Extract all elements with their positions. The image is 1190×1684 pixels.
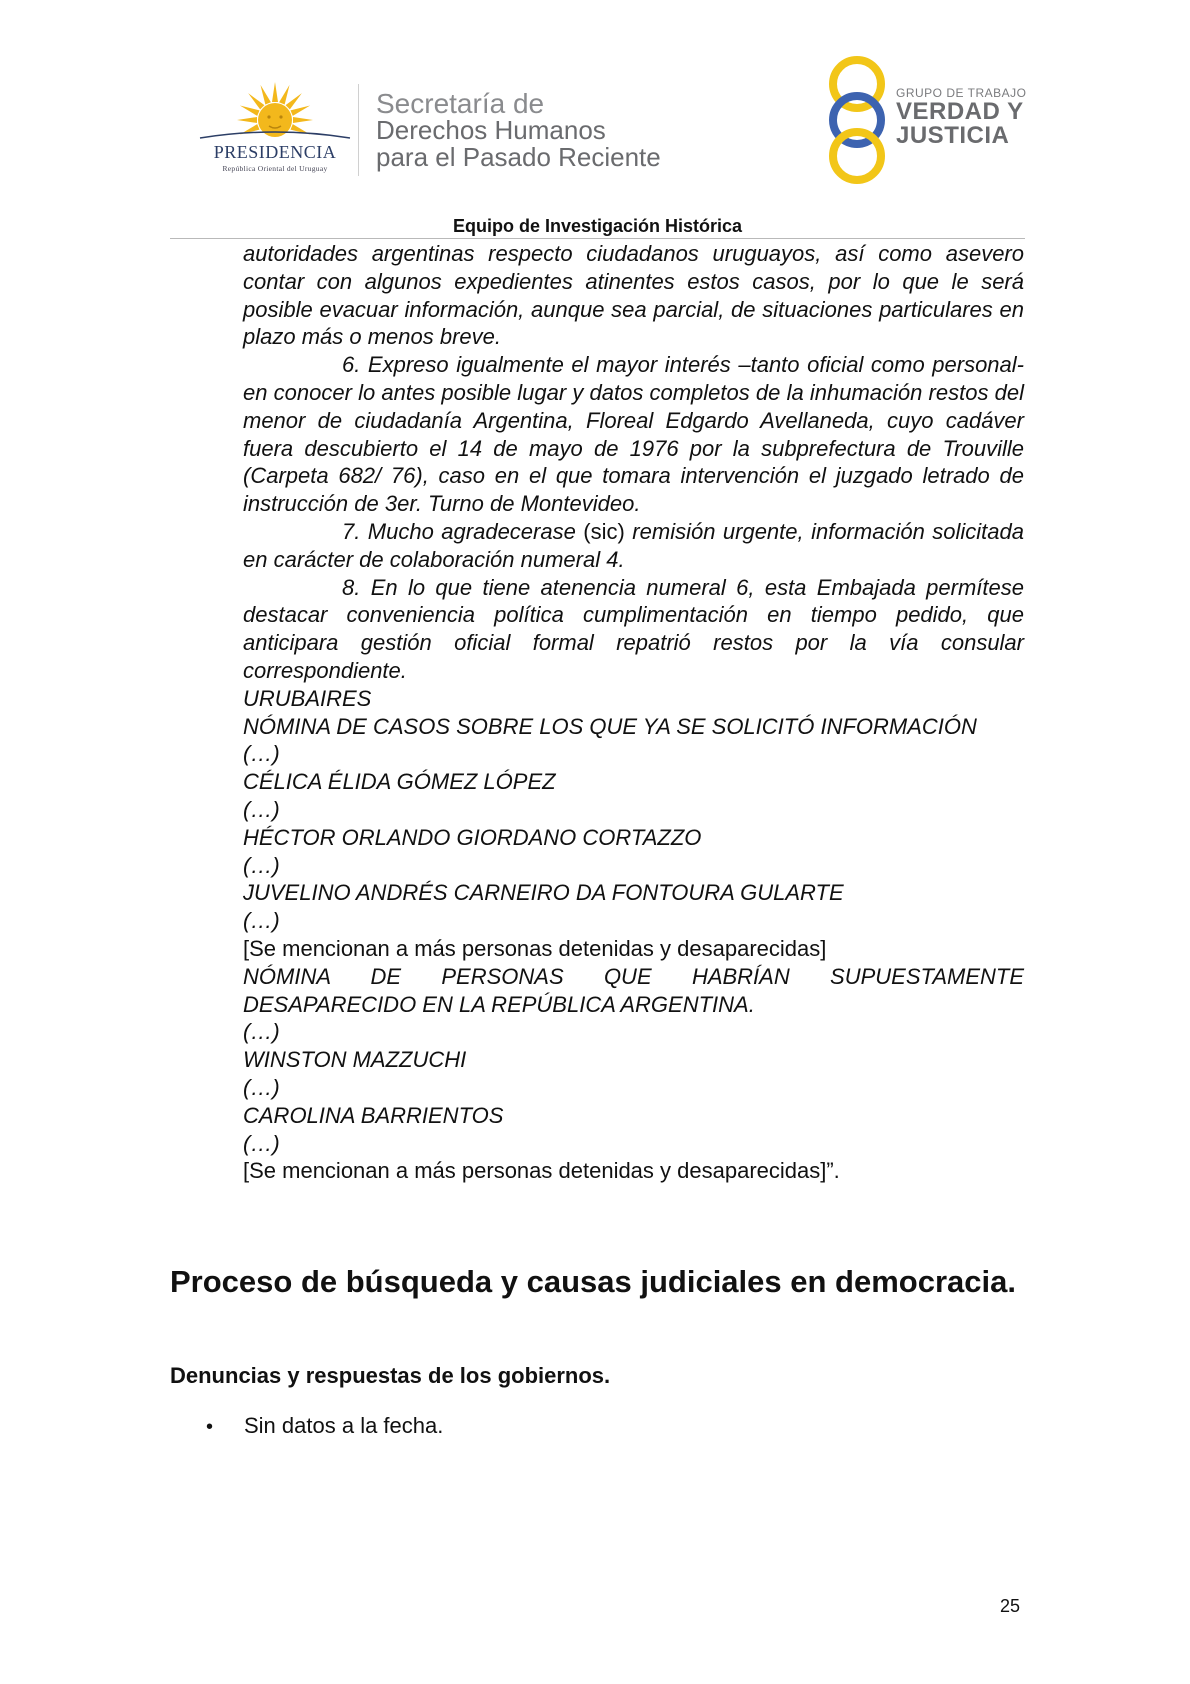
name-carolina: CAROLINA BARRIENTOS — [243, 1102, 504, 1128]
bullet-text: Sin datos a la fecha. — [244, 1413, 444, 1438]
presidencia-subtitle: República Oriental del Uruguay — [222, 164, 328, 173]
editorial-note-2: [Se mencionan a más personas detenidas y desaparecidas]”. — [243, 1158, 840, 1184]
rings-icon — [822, 54, 892, 186]
ellipsis: (…) — [243, 852, 280, 878]
presidencia-logo — [196, 80, 354, 180]
ellipsis: (…) — [243, 796, 280, 822]
page-header — [0, 0, 1190, 240]
paragraph-7 — [243, 518, 1024, 574]
page-number: 25 — [1000, 1596, 1021, 1616]
signature-urubaires: URUBAIRES — [243, 685, 372, 711]
name-celica: CÉLICA ÉLIDA GÓMEZ LÓPEZ — [243, 769, 556, 795]
secretaria-line-1: Secretaría de — [376, 88, 545, 119]
paragraph-6: 6. Expreso igualmente el mayor interés –tanto oficial como personal- en conocer lo antes posible lugar y datos completos de la inhumación restos del menor de ciudadanía Argentina, Floreal Edgardo Avellaneda, cuyo cadáver fuera descubierto el 14 de mayo de 1976 por la subprefectura de Trouville (Carpeta 682/ 76), caso en el que tomara intervención el juzgado letrado de instrucción de 3er. Turno de Montevideo. — [243, 352, 1024, 517]
ellipsis: (…) — [243, 1074, 280, 1100]
name-juvelino: JUVELINO ANDRÉS CARNEIRO DA FONTOURA GULARTE — [243, 880, 844, 906]
header-rule — [170, 238, 1025, 239]
ellipsis: (…) — [243, 741, 280, 767]
vyj-title — [896, 100, 1024, 148]
bullet-item — [206, 1413, 443, 1439]
document-body — [243, 240, 1024, 1185]
sic-note: (sic) — [583, 518, 625, 544]
section-subheading: Denuncias y respuestas de los gobiernos. — [170, 1363, 611, 1388]
name-winston: WINSTON MAZZUCHI — [243, 1047, 467, 1073]
bullet-icon: • — [206, 1416, 214, 1438]
paragraph-8: 8. En lo que tiene atenencia numeral 6, esta Embajada permítese destacar conveniencia política cumplimentación en tiempo pedido, que anticipara gestión oficial formal repatrió restos por la vía consular correspondiente. — [243, 574, 1024, 683]
ellipsis: (…) — [243, 1019, 280, 1045]
verdad-justicia-logo — [822, 54, 1032, 186]
team-title: Equipo de Investigación Histórica — [452, 216, 743, 236]
nomina-casos-heading: NÓMINA DE CASOS SOBRE LOS QUE YA SE SOLICITÓ INFORMACIÓN — [243, 713, 977, 739]
vyj-title-line-1: VERDAD Y — [896, 98, 1024, 125]
vyj-group-label: GRUPO DE TRABAJO — [896, 86, 1027, 100]
ellipsis: (…) — [243, 908, 280, 934]
secretaria-line-3: para el Pasado Reciente — [376, 142, 661, 172]
logo-divider — [358, 84, 359, 176]
paragraph-7-text-b: remisión urgente, información solicitada en carácter de colaboración numeral 4. — [243, 518, 1024, 572]
editorial-note-1: [Se mencionan a más personas detenidas y desaparecidas] — [243, 935, 827, 961]
ellipsis: (…) — [243, 1130, 280, 1156]
paragraph-7-text-a: 7. Mucho agradecerase — [342, 518, 584, 544]
secretaria-line-2: Derechos Humanos — [376, 115, 606, 145]
name-hector: HÉCTOR ORLANDO GIORDANO CORTAZZO — [243, 824, 702, 850]
secretaria-logo-text — [376, 90, 661, 171]
sun-icon — [196, 80, 354, 146]
vyj-title-line-2: JUSTICIA — [896, 122, 1010, 149]
nomina-personas-heading: NÓMINA DE PERSONAS QUE HABRÍAN SUPUESTAMENTE DESAPARECIDO EN LA REPÚBLICA ARGENTINA. — [243, 963, 1024, 1017]
paragraph-continuation: autoridades argentinas respecto ciudadanos uruguayos, así como asevero contar con algunos expedientes atinentes estos casos, por lo que le será posible evacuar información, aunque sea parcial, de situaciones particulares en plazo más o menos breve. — [243, 241, 1024, 350]
presidencia-title: PRESIDENCIA — [213, 142, 337, 162]
section-heading: Proceso de búsqueda y causas judiciales en democracia. — [170, 1264, 1016, 1299]
